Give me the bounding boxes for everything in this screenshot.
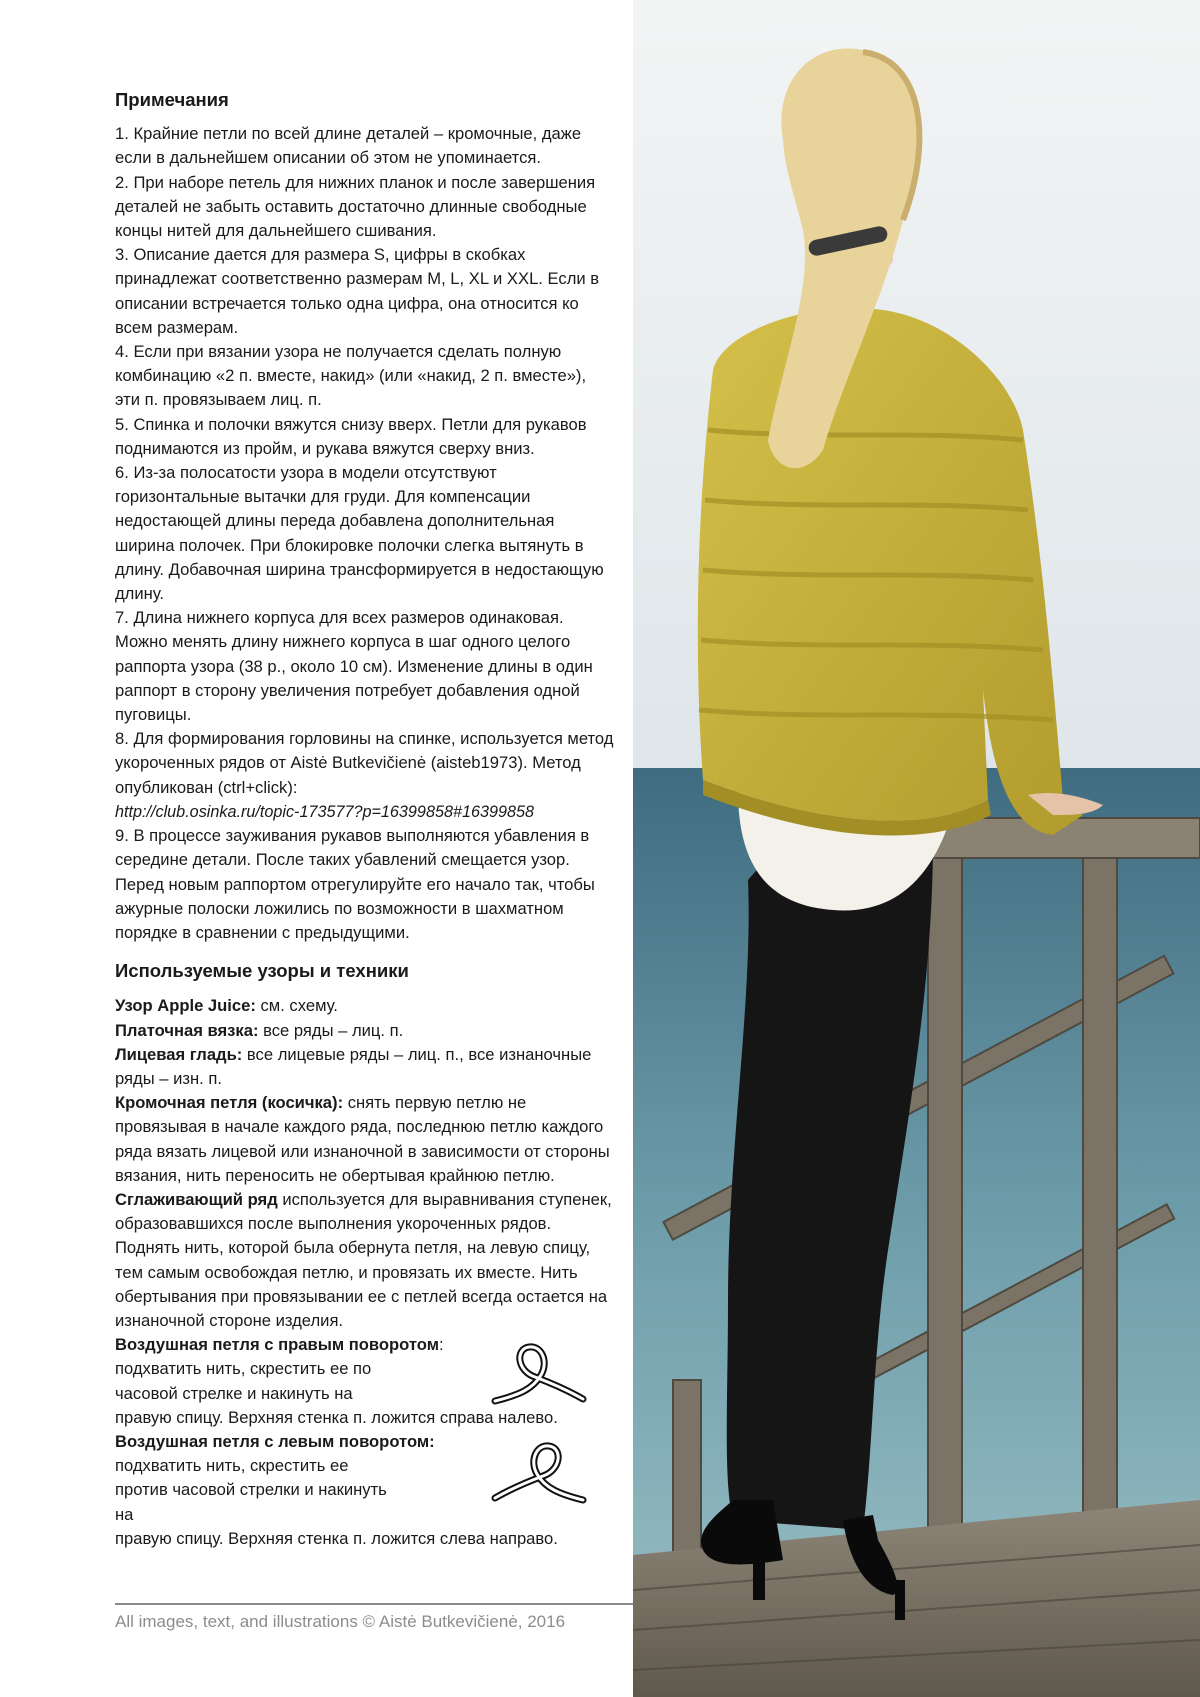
woman-on-pier-illustration (633, 0, 1200, 1697)
technique-term: Воздушная петля с левым поворотом: (115, 1431, 435, 1451)
technique-term: Воздушная петля с правым поворотом (115, 1335, 439, 1355)
technique-desc: подхватить нить, скрестить ее против часовой стрелки и накинуть на (115, 1456, 387, 1524)
note-item: 4. Если при вязании узора не получается сделать полную комбинацию «2 п. вместе, накид» (или «накид, 2 п. вместе»), эти п. провязываем лиц. п. (115, 342, 587, 410)
method-link[interactable]: http://club.osinka.ru/topic-173577?p=16399858#16399858 (115, 802, 534, 821)
note-item-text: 8. Для формирования горловины на спинке, используется метод укороченных рядов от Aistė Butkevičienė (aisteb1973). Метод опубликован (ctrl+click): (115, 729, 614, 797)
technique-desc: правую спицу. Верхняя стенка п. ложится слева направо. (115, 1528, 558, 1548)
technique-term: Узор Apple Juice: (115, 996, 256, 1016)
technique-desc: используется для выравнивания ступенек, образовавшихся после выполнения укороченных рядов. Поднять нить, которой была обернута петля, на левую спицу, тем самым освобождая петлю, и провязать их вместе. Нить обертывания при провязывании ее с петлей всегда остается на изнаночной стороне изделия. (115, 1189, 612, 1330)
notes-title: Примечания (115, 89, 229, 110)
technique-colon: : (438, 1335, 444, 1355)
technique-term: Лицевая гладь: (115, 1044, 243, 1064)
note-item: 3. Описание дается для размера S, цифры в скобках принадлежат соответственно размерам M, L, XL и XXL. Если в описании встречается только одна цифра, она относится ко всем размерам. (115, 245, 600, 337)
note-item: 2. При наборе петель для нижних планок и после завершения деталей не забыть оставить достаточно длинные свободные концы нитей для дальнейшего сшивания. (115, 172, 596, 241)
loop-left-block (115, 1430, 615, 1551)
loop-right-block (115, 1333, 615, 1430)
technique-item (115, 1188, 615, 1333)
techniques-title: Используемые узоры и техники (115, 960, 409, 982)
technique-desc: правую спицу. Верхняя стенка п. ложится справа налево. (115, 1407, 558, 1427)
note-item: 1. Крайние петли по всей длине деталей – кромочные, даже если в дальнейшем описании об этом не упоминается. (115, 124, 582, 168)
technique-item (115, 1019, 615, 1043)
techniques-list (115, 994, 615, 1551)
technique-term: Сглаживающий ряд (115, 1189, 278, 1209)
text-column (115, 88, 615, 1551)
note-item-8 (115, 727, 615, 824)
note-item: 7. Длина нижнего корпуса для всех размеров одинаковая. Можно менять длину нижнего корпуса в шаг одного целого раппорта узора (38 р., около 10 см). Изменение длины в один раппорт в сторону увеличения потребует добавления одной пуговицы. (115, 608, 593, 725)
technique-desc: подхватить нить, скрестить ее по часовой стрелке и накинуть на (115, 1359, 372, 1403)
copyright-footer: All images, text, and illustrations © Aistė Butkevičienė, 2016 (115, 1612, 566, 1631)
technique-desc: все ряды – лиц. п. (258, 1020, 404, 1040)
notes-list (115, 122, 615, 945)
technique-desc: снять первую петлю не провязывая в начале каждого ряда, последнюю петлю каждого ряда вязать лицевой или изнаночной в зависимости от стороны вязания, нить переносить не обертывая крайнюю петлю. (115, 1093, 610, 1185)
technique-term: Платочная вязка: (115, 1020, 259, 1040)
note-item: 9. В процессе зауживания рукавов выполняются убавления в середине детали. После таких убавлений смещается узор. Перед новым раппортом отрегулируйте его начало так, чтобы ажурные полоски ложились по возможности в шахматном порядке в сравнении с предыдущими. (115, 826, 595, 942)
technique-item (115, 994, 615, 1018)
technique-term: Кромочная петля (косичка): (115, 1093, 344, 1113)
left-twist-loop-icon (489, 1438, 589, 1508)
footer-divider (115, 1603, 633, 1605)
note-item: 5. Спинка и полочки вяжутся снизу вверх. Петли для рукавов поднимаются из пройм, и рукава вяжутся сверху вниз. (115, 414, 587, 458)
note-item: 6. Из-за полосатости узора в модели отсутствуют горизонтальные вытачки для груди. Для компенсации недостающей длины переда добавлена дополнительная ширина полочек. При блокировке полочки слегка вытянуть в длину. Добавочная ширина трансформируется в недостающую длину. (115, 463, 604, 604)
model-photo (633, 0, 1200, 1697)
technique-desc: см. схему. (255, 996, 338, 1016)
technique-item (115, 1091, 615, 1188)
right-twist-loop-icon (489, 1339, 589, 1409)
technique-item (115, 1043, 615, 1091)
technique-desc: все лицевые ряды – лиц. п., все изнаночные ряды – изн. п. (115, 1044, 592, 1088)
